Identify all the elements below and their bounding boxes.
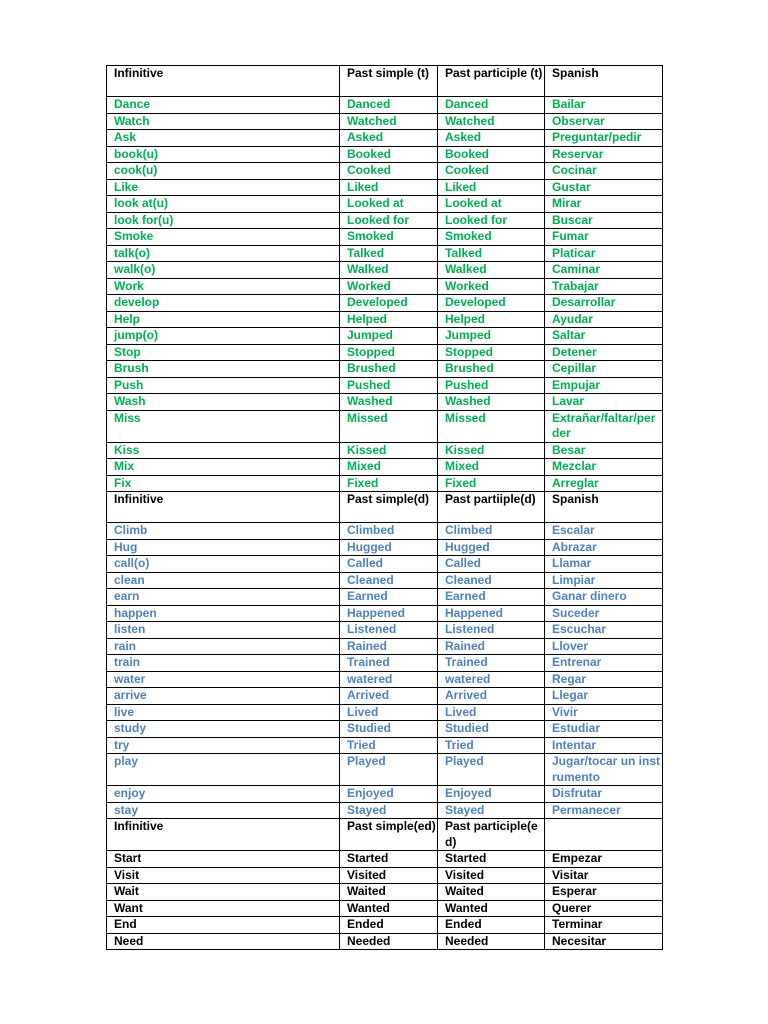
infinitive-cell: Push <box>107 377 340 394</box>
column-header: Spanish <box>545 492 663 523</box>
past-participle-cell: Listened <box>438 622 545 639</box>
spanish-cell: Esperar <box>545 884 663 901</box>
spanish-cell: Caminar <box>545 262 663 279</box>
table-row <box>107 851 663 868</box>
past-participle-cell: Fixed <box>438 475 545 492</box>
table-row <box>107 146 663 163</box>
past-simple-cell: Happened <box>340 605 438 622</box>
past-participle-cell: Tried <box>438 737 545 754</box>
table-row <box>107 442 663 459</box>
infinitive-cell: book(u) <box>107 146 340 163</box>
past-simple-cell: Listened <box>340 622 438 639</box>
table-row <box>107 900 663 917</box>
column-header: Past simple(d) <box>340 492 438 523</box>
past-simple-cell: Played <box>340 754 438 786</box>
past-simple-cell: Washed <box>340 394 438 411</box>
past-participle-cell: Looked at <box>438 196 545 213</box>
spanish-cell: Cocinar <box>545 163 663 180</box>
spanish-cell: Estudiar <box>545 721 663 738</box>
past-simple-cell: Danced <box>340 97 438 114</box>
infinitive-cell: Watch <box>107 113 340 130</box>
past-participle-cell: Visited <box>438 867 545 884</box>
table-row <box>107 688 663 705</box>
past-simple-cell: Cleaned <box>340 572 438 589</box>
table-row <box>107 589 663 606</box>
infinitive-cell: happen <box>107 605 340 622</box>
spanish-cell: Preguntar/pedir <box>545 130 663 147</box>
table-row <box>107 295 663 312</box>
past-participle-cell: Smoked <box>438 229 545 246</box>
spanish-cell: Jugar/tocar un instrumento <box>545 754 663 786</box>
past-simple-cell: Helped <box>340 311 438 328</box>
table-row <box>107 638 663 655</box>
past-participle-cell: Mixed <box>438 459 545 476</box>
past-simple-cell: Studied <box>340 721 438 738</box>
spanish-cell: Escuchar <box>545 622 663 639</box>
infinitive-cell: study <box>107 721 340 738</box>
infinitive-cell: rain <box>107 638 340 655</box>
past-participle-cell: Missed <box>438 410 545 442</box>
table-row <box>107 311 663 328</box>
past-simple-cell: watered <box>340 671 438 688</box>
past-simple-cell: Pushed <box>340 377 438 394</box>
past-simple-cell: Hugged <box>340 539 438 556</box>
spanish-cell: Saltar <box>545 328 663 345</box>
column-header: Past simple(ed) <box>340 819 438 851</box>
past-simple-cell: Booked <box>340 146 438 163</box>
past-participle-cell: Liked <box>438 179 545 196</box>
past-participle-cell: Kissed <box>438 442 545 459</box>
table-row <box>107 394 663 411</box>
past-simple-cell: Looked for <box>340 212 438 229</box>
column-header: Past simple (t) <box>340 66 438 97</box>
spanish-cell: Observar <box>545 113 663 130</box>
spanish-cell: Permanecer <box>545 802 663 819</box>
past-simple-cell: Trained <box>340 655 438 672</box>
past-participle-cell: Worked <box>438 278 545 295</box>
table-row <box>107 737 663 754</box>
spanish-cell: Lavar <box>545 394 663 411</box>
spanish-cell: Trabajar <box>545 278 663 295</box>
spanish-cell: Llover <box>545 638 663 655</box>
past-participle-cell: Helped <box>438 311 545 328</box>
table-row <box>107 229 663 246</box>
infinitive-cell: clean <box>107 572 340 589</box>
spanish-cell: Llamar <box>545 556 663 573</box>
infinitive-cell: jump(o) <box>107 328 340 345</box>
infinitive-cell: talk(o) <box>107 245 340 262</box>
infinitive-cell: Hug <box>107 539 340 556</box>
infinitive-cell: Ask <box>107 130 340 147</box>
infinitive-cell: Brush <box>107 361 340 378</box>
column-header <box>545 819 663 851</box>
past-participle-cell: Watched <box>438 113 545 130</box>
column-header: Infinitive <box>107 66 340 97</box>
table-row <box>107 655 663 672</box>
past-simple-cell: Kissed <box>340 442 438 459</box>
spanish-cell: Cepillar <box>545 361 663 378</box>
past-participle-cell: Ended <box>438 917 545 934</box>
past-simple-cell: Liked <box>340 179 438 196</box>
infinitive-cell: Want <box>107 900 340 917</box>
table-row <box>107 622 663 639</box>
column-header: Past partiiple(d) <box>438 492 545 523</box>
table-row <box>107 328 663 345</box>
column-header: Past participle(ed) <box>438 819 545 851</box>
spanish-cell: Reservar <box>545 146 663 163</box>
table-row <box>107 459 663 476</box>
infinitive-cell: try <box>107 737 340 754</box>
past-simple-cell: Stayed <box>340 802 438 819</box>
table-row <box>107 721 663 738</box>
past-participle-cell: Enjoyed <box>438 786 545 803</box>
header-row <box>107 66 663 97</box>
spanish-cell: Suceder <box>545 605 663 622</box>
infinitive-cell: Mix <box>107 459 340 476</box>
past-simple-cell: Wanted <box>340 900 438 917</box>
spanish-cell: Ganar dinero <box>545 589 663 606</box>
past-participle-cell: Hugged <box>438 539 545 556</box>
past-participle-cell: Studied <box>438 721 545 738</box>
infinitive-cell: enjoy <box>107 786 340 803</box>
spanish-cell: Limpiar <box>545 572 663 589</box>
past-participle-cell: Happened <box>438 605 545 622</box>
infinitive-cell: stay <box>107 802 340 819</box>
table-row <box>107 802 663 819</box>
past-participle-cell: Called <box>438 556 545 573</box>
past-participle-cell: Earned <box>438 589 545 606</box>
infinitive-cell: Work <box>107 278 340 295</box>
infinitive-cell: Kiss <box>107 442 340 459</box>
past-participle-cell: Pushed <box>438 377 545 394</box>
infinitive-cell: Stop <box>107 344 340 361</box>
spanish-cell: Empezar <box>545 851 663 868</box>
spanish-cell: Besar <box>545 442 663 459</box>
table-row <box>107 196 663 213</box>
past-simple-cell: Fixed <box>340 475 438 492</box>
infinitive-cell: Like <box>107 179 340 196</box>
spanish-cell: Buscar <box>545 212 663 229</box>
spanish-cell: Regar <box>545 671 663 688</box>
table-row <box>107 278 663 295</box>
column-header: Spanish <box>545 66 663 97</box>
table-row <box>107 212 663 229</box>
spanish-cell: Fumar <box>545 229 663 246</box>
past-simple-cell: Smoked <box>340 229 438 246</box>
infinitive-cell: water <box>107 671 340 688</box>
infinitive-cell: Wash <box>107 394 340 411</box>
infinitive-cell: Wait <box>107 884 340 901</box>
table-row <box>107 572 663 589</box>
past-simple-cell: Rained <box>340 638 438 655</box>
table-row <box>107 754 663 786</box>
infinitive-cell: End <box>107 917 340 934</box>
past-participle-cell: Danced <box>438 97 545 114</box>
past-participle-cell: Started <box>438 851 545 868</box>
infinitive-cell: call(o) <box>107 556 340 573</box>
header-row <box>107 819 663 851</box>
table-row <box>107 361 663 378</box>
table-row <box>107 704 663 721</box>
spanish-cell: Bailar <box>545 97 663 114</box>
infinitive-cell: Visit <box>107 867 340 884</box>
past-simple-cell: Talked <box>340 245 438 262</box>
past-participle-cell: Played <box>438 754 545 786</box>
spanish-cell: Ayudar <box>545 311 663 328</box>
table-row <box>107 410 663 442</box>
past-participle-cell: Wanted <box>438 900 545 917</box>
spanish-cell: Desarrollar <box>545 295 663 312</box>
past-participle-cell: Walked <box>438 262 545 279</box>
past-participle-cell: Asked <box>438 130 545 147</box>
spanish-cell: Visitar <box>545 867 663 884</box>
infinitive-cell: Start <box>107 851 340 868</box>
infinitive-cell: Climb <box>107 523 340 540</box>
column-header: Infinitive <box>107 492 340 523</box>
table-row <box>107 523 663 540</box>
past-simple-cell: Waited <box>340 884 438 901</box>
infinitive-cell: walk(o) <box>107 262 340 279</box>
past-participle-cell: Waited <box>438 884 545 901</box>
past-simple-cell: Ended <box>340 917 438 934</box>
table-row <box>107 475 663 492</box>
spanish-cell: Terminar <box>545 917 663 934</box>
past-participle-cell: Brushed <box>438 361 545 378</box>
past-participle-cell: Cooked <box>438 163 545 180</box>
past-participle-cell: Lived <box>438 704 545 721</box>
column-header: Past participle (t) <box>438 66 545 97</box>
past-simple-cell: Brushed <box>340 361 438 378</box>
spanish-cell: Abrazar <box>545 539 663 556</box>
infinitive-cell: Fix <box>107 475 340 492</box>
infinitive-cell: train <box>107 655 340 672</box>
past-simple-cell: Tried <box>340 737 438 754</box>
past-simple-cell: Called <box>340 556 438 573</box>
table-row <box>107 113 663 130</box>
past-participle-cell: Stopped <box>438 344 545 361</box>
infinitive-cell: Miss <box>107 410 340 442</box>
spanish-cell: Necesitar <box>545 933 663 950</box>
spanish-cell: Disfrutar <box>545 786 663 803</box>
past-simple-cell: Started <box>340 851 438 868</box>
past-simple-cell: Asked <box>340 130 438 147</box>
spanish-cell: Platicar <box>545 245 663 262</box>
past-simple-cell: Enjoyed <box>340 786 438 803</box>
infinitive-cell: Dance <box>107 97 340 114</box>
spanish-cell: Empujar <box>545 377 663 394</box>
verb-table-body <box>107 66 663 950</box>
past-participle-cell: Rained <box>438 638 545 655</box>
spanish-cell: Vivir <box>545 704 663 721</box>
past-participle-cell: Talked <box>438 245 545 262</box>
table-row <box>107 884 663 901</box>
header-row <box>107 492 663 523</box>
past-participle-cell: watered <box>438 671 545 688</box>
past-participle-cell: Developed <box>438 295 545 312</box>
infinitive-cell: cook(u) <box>107 163 340 180</box>
infinitive-cell: look at(u) <box>107 196 340 213</box>
past-participle-cell: Cleaned <box>438 572 545 589</box>
table-row <box>107 917 663 934</box>
past-participle-cell: Booked <box>438 146 545 163</box>
past-participle-cell: Needed <box>438 933 545 950</box>
table-row <box>107 262 663 279</box>
spanish-cell: Gustar <box>545 179 663 196</box>
past-simple-cell: Developed <box>340 295 438 312</box>
infinitive-cell: live <box>107 704 340 721</box>
table-row <box>107 539 663 556</box>
spanish-cell: Mirar <box>545 196 663 213</box>
past-participle-cell: Looked for <box>438 212 545 229</box>
infinitive-cell: listen <box>107 622 340 639</box>
table-row <box>107 130 663 147</box>
verb-table <box>106 65 663 950</box>
past-simple-cell: Climbed <box>340 523 438 540</box>
table-row <box>107 556 663 573</box>
past-simple-cell: Needed <box>340 933 438 950</box>
past-participle-cell: Trained <box>438 655 545 672</box>
past-simple-cell: Looked at <box>340 196 438 213</box>
past-simple-cell: Jumped <box>340 328 438 345</box>
infinitive-cell: play <box>107 754 340 786</box>
past-simple-cell: Earned <box>340 589 438 606</box>
infinitive-cell: arrive <box>107 688 340 705</box>
table-row <box>107 344 663 361</box>
table-row <box>107 163 663 180</box>
infinitive-cell: Need <box>107 933 340 950</box>
past-simple-cell: Watched <box>340 113 438 130</box>
infinitive-cell: look for(u) <box>107 212 340 229</box>
spanish-cell: Detener <box>545 344 663 361</box>
past-participle-cell: Arrived <box>438 688 545 705</box>
table-row <box>107 933 663 950</box>
past-participle-cell: Washed <box>438 394 545 411</box>
spanish-cell: Querer <box>545 900 663 917</box>
past-simple-cell: Cooked <box>340 163 438 180</box>
infinitive-cell: earn <box>107 589 340 606</box>
table-row <box>107 97 663 114</box>
spanish-cell: Mezclar <box>545 459 663 476</box>
table-row <box>107 605 663 622</box>
spanish-cell: Escalar <box>545 523 663 540</box>
table-row <box>107 179 663 196</box>
past-simple-cell: Lived <box>340 704 438 721</box>
table-row <box>107 867 663 884</box>
spanish-cell: Extrañar/faltar/perder <box>545 410 663 442</box>
table-row <box>107 786 663 803</box>
past-simple-cell: Mixed <box>340 459 438 476</box>
table-row <box>107 377 663 394</box>
spanish-cell: Entrenar <box>545 655 663 672</box>
past-participle-cell: Stayed <box>438 802 545 819</box>
past-simple-cell: Worked <box>340 278 438 295</box>
infinitive-cell: Smoke <box>107 229 340 246</box>
table-row <box>107 671 663 688</box>
past-simple-cell: Walked <box>340 262 438 279</box>
infinitive-cell: develop <box>107 295 340 312</box>
spanish-cell: Llegar <box>545 688 663 705</box>
past-participle-cell: Jumped <box>438 328 545 345</box>
spanish-cell: Arreglar <box>545 475 663 492</box>
infinitive-cell: Help <box>107 311 340 328</box>
past-participle-cell: Climbed <box>438 523 545 540</box>
past-simple-cell: Missed <box>340 410 438 442</box>
past-simple-cell: Visited <box>340 867 438 884</box>
table-row <box>107 245 663 262</box>
column-header: Infinitive <box>107 819 340 851</box>
past-simple-cell: Stopped <box>340 344 438 361</box>
spanish-cell: Intentar <box>545 737 663 754</box>
past-simple-cell: Arrived <box>340 688 438 705</box>
